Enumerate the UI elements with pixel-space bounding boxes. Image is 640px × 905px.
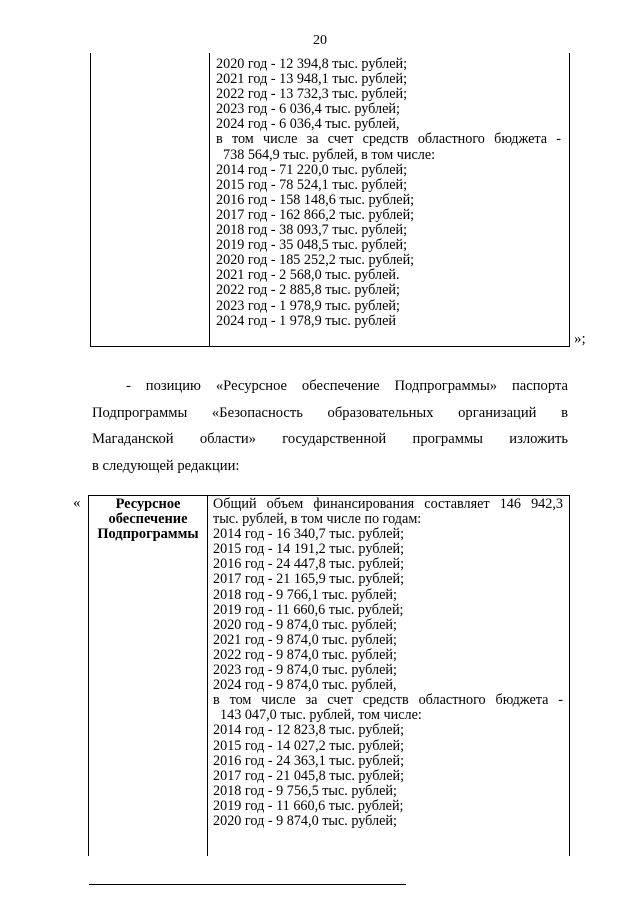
instruction-paragraph [92, 373, 568, 479]
label-line: Подпрограммы [97, 526, 199, 543]
table-line: 2023 год - 6 036,4 тыс. рублей; [216, 101, 400, 118]
table-line: 2020 год - 185 252,2 тыс. рублей; [216, 252, 415, 269]
table-line: 2017 год - 21 045,8 тыс. рублей; [213, 767, 405, 784]
table-line: 2018 год - 9 756,5 тыс. рублей; [213, 782, 397, 799]
top-table-label-cell [91, 53, 210, 346]
table-line: 2015 год - 14 191,2 тыс. рублей; [213, 541, 405, 558]
top-resource-table [90, 53, 570, 347]
table-line: 143 047,0 тыс. рублей, том числе: [220, 707, 422, 724]
page-number: 20 [313, 33, 327, 48]
table-line: в том числе за счет средств областного бюджета - [216, 131, 561, 148]
table-line: 2024 год - 1 978,9 тыс. рублей [216, 312, 396, 329]
table-line: 2015 год - 14 027,2 тыс. рублей; [213, 737, 405, 754]
footer-rule [89, 884, 406, 885]
table-line: 2014 год - 16 340,7 тыс. рублей; [213, 526, 405, 543]
table-line: 2021 год - 13 948,1 тыс. рублей; [216, 71, 408, 88]
opening-quote: « [73, 495, 81, 511]
table-line: 2016 год - 24 447,8 тыс. рублей; [213, 556, 405, 573]
table-line: 2016 год - 24 363,1 тыс. рублей; [213, 752, 405, 769]
table-line: 2022 год - 9 874,0 тыс. рублей; [213, 646, 397, 663]
table-line: 2014 год - 12 823,8 тыс. рублей; [213, 722, 405, 739]
table-line: 2017 год - 21 165,9 тыс. рублей; [213, 571, 405, 588]
paragraph-line: Подпрограммы «Безопасность образовательных организаций в [92, 404, 568, 421]
table-line: 2020 год - 9 874,0 тыс. рублей; [213, 812, 397, 829]
label-line: обеспечение [108, 511, 188, 528]
table-line: 2018 год - 9 766,1 тыс. рублей; [213, 586, 397, 603]
table-line: 2021 год - 9 874,0 тыс. рублей; [213, 631, 397, 648]
table-line: 2014 год - 71 220,0 тыс. рублей; [216, 161, 408, 178]
table-line: 2019 год - 11 660,6 тыс. рублей; [213, 797, 404, 814]
table-line: 2015 год - 78 524,1 тыс. рублей; [216, 176, 408, 193]
table-line: 2023 год - 9 874,0 тыс. рублей; [213, 662, 397, 679]
paragraph-line: - позицию «Ресурсное обеспечение Подпрограммы» паспорта [126, 378, 568, 394]
table-line: 2018 год - 38 093,7 тыс. рублей; [216, 222, 408, 239]
table-line: 2024 год - 6 036,4 тыс. рублей, [216, 116, 400, 133]
table-line: 2022 год - 2 885,8 тыс. рублей; [216, 282, 400, 299]
paragraph-line: в следующей редакции: [92, 457, 240, 474]
closing-quote: »; [574, 331, 586, 347]
table-line: 2017 год - 162 866,2 тыс. рублей; [216, 206, 415, 223]
table-line: Общий объем финансирования составляет 146 942,3 [213, 496, 563, 512]
table-line: в том числе за счет средств областного бюджета - [213, 692, 563, 709]
table-line: 2019 год - 11 660,6 тыс. рублей; [213, 601, 404, 618]
top-table-value-cell [216, 53, 569, 346]
table-line: тыс. рублей, в том числе по годам: [213, 511, 422, 528]
resource-provision-label-cell [89, 496, 208, 856]
table-line: 738 564,9 тыс. рублей, в том числе: [223, 146, 436, 163]
table-line: 2020 год - 9 874,0 тыс. рублей; [213, 616, 397, 633]
table-line: 2016 год - 158 148,6 тыс. рублей; [216, 191, 415, 208]
paragraph-line: Магаданской области» государственной программы изложить [92, 431, 568, 447]
table-line: 2024 год - 9 874,0 тыс. рублей, [213, 677, 397, 694]
resource-provision-table [88, 495, 570, 856]
table-line: 2020 год - 12 394,8 тыс. рублей; [216, 56, 408, 72]
label-line: Ресурсное [115, 496, 181, 512]
resource-provision-value-cell [213, 496, 569, 856]
table-line: 2021 год - 2 568,0 тыс. рублей. [216, 267, 400, 284]
table-line: 2023 год - 1 978,9 тыс. рублей; [216, 297, 400, 314]
table-line: 2022 год - 13 732,3 тыс. рублей; [216, 86, 408, 103]
table-line: 2019 год - 35 048,5 тыс. рублей; [216, 237, 408, 254]
